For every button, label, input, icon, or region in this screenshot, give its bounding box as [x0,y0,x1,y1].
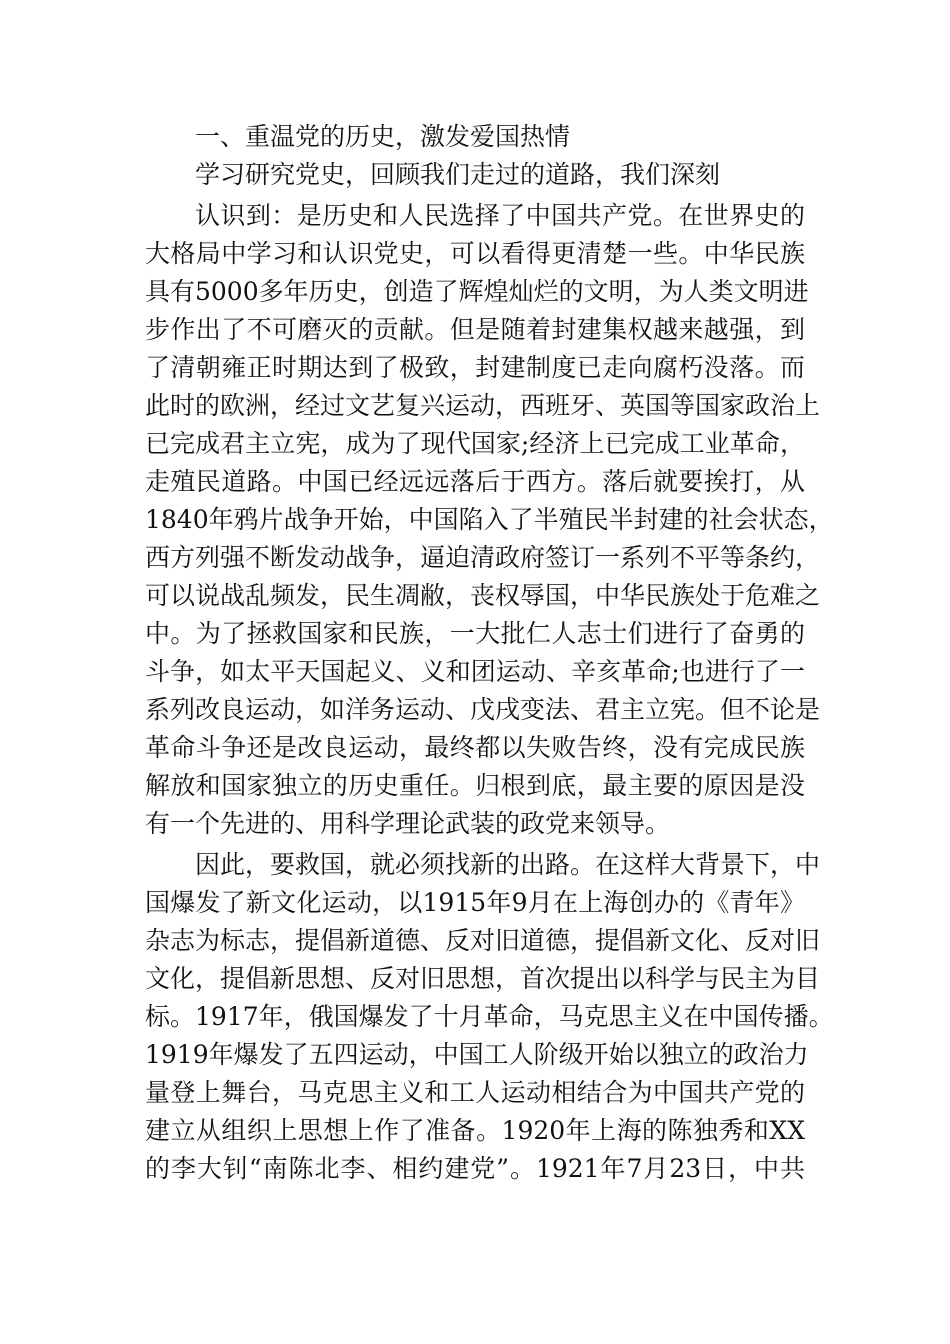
text-line: 1919年爆发了五四运动，中国工人阶级开始以独立的政治力 [145,1040,809,1069]
text-line: 已完成君主立宪，成为了现代国家;经济上已完成工业革命， [145,429,805,458]
text-line: 具有5000多年历史，创造了辉煌灿烂的文明，为人类文明进 [145,277,809,306]
text-line: 大格局中学习和认识党史，可以看得更清楚一些。中华民族 [145,239,805,268]
text-line: 的李大钊“南陈北李、相约建党”。1921年7月23日，中共 [145,1154,805,1183]
text-line: 国爆发了新文化运动，以1915年9月在上海创办的《青年》 [145,888,805,917]
text-line: 斗争，如太平天国起义、义和团运动、辛亥革命;也进行了一 [145,657,805,686]
text-line: 杂志为标志，提倡新道德、反对旧道德，提倡新文化、反对旧 [145,926,821,955]
text-line: 1840年鸦片战争开始，中国陷入了半殖民半封建的社会状态， [145,505,834,534]
text-line: 了清朝雍正时期达到了极致，封建制度已走向腐朽没落。而 [145,353,805,382]
text-line: 系列改良运动，如洋务运动、戊戌变法、君主立宪。但不论是 [145,695,821,724]
text-line: 走殖民道路。中国已经远远落后于西方。落后就要挨打，从 [145,467,805,496]
text-line: 文化，提倡新思想、反对旧思想，首次提出以科学与民主为目 [145,964,821,993]
text-line: 有一个先进的、用科学理论武装的政党来领导。 [145,809,671,838]
text-line: 此时的欧洲，经过文艺复兴运动，西班牙、英国等国家政治上 [145,391,821,420]
text-line: 中。为了拯救国家和民族，一大批仁人志士们进行了奋勇的 [145,619,805,648]
section-heading: 一、重温党的历史，激发爱国热情 [195,122,571,151]
text-line: 西方列强不断发动战争，逼迫清政府签订一系列不平等条约， [145,543,821,572]
text-line: 认识到：是历史和人民选择了中国共产党。在世界史的 [195,201,805,230]
text-line: 革命斗争还是改良运动，最终都以失败告终，没有完成民族 [145,733,805,762]
text-line: 标。1917年，俄国爆发了十月革命，马克思主义在中国传播。 [145,1002,834,1031]
text-line: 学习研究党史，回顾我们走过的道路，我们深刻 [195,160,721,189]
text-line: 建立从组织上思想上作了准备。1920年上海的陈独秀和XX [145,1116,805,1145]
text-line: 因此，要救国，就必须找新的出路。在这样大背景下，中 [195,850,821,879]
text-line: 步作出了不可磨灭的贡献。但是随着封建集权越来越强，到 [145,315,805,344]
text-line: 解放和国家独立的历史重任。归根到底，最主要的原因是没 [145,771,805,800]
text-line: 量登上舞台，马克思主义和工人运动相结合为中国共产党的 [145,1078,805,1107]
text-line: 可以说战乱频发，民生凋敝，丧权辱国，中华民族处于危难之 [145,581,821,610]
